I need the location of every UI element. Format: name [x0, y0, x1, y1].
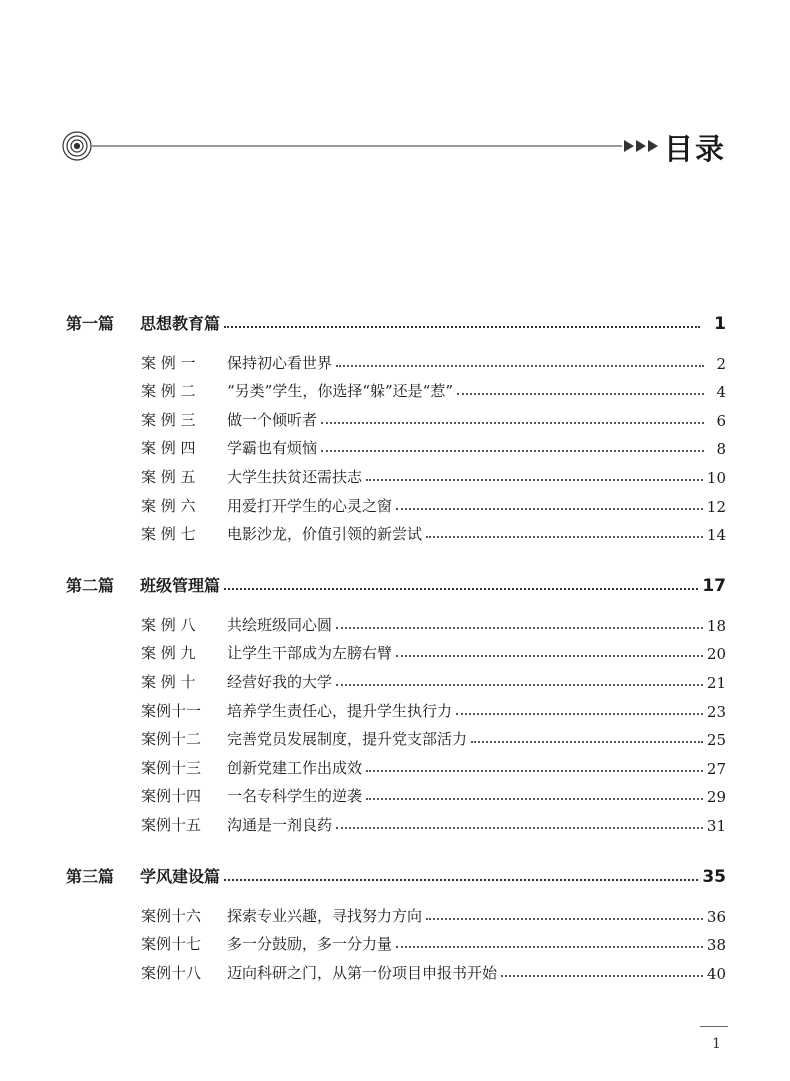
toc-part-entry[interactable] [66, 853, 726, 887]
dot-leader [336, 627, 703, 629]
case-page-number: 18 [706, 616, 726, 635]
toc-case-entry[interactable] [141, 458, 726, 487]
part-page-number: 17 [702, 576, 726, 597]
dot-leader [426, 918, 703, 920]
case-page-number: 40 [706, 964, 726, 983]
case-title: 迈向科研之门，从第一份项目申报书开始 [227, 963, 498, 982]
dot-leader [456, 713, 703, 715]
case-label: 案 例 八 [141, 615, 196, 634]
case-label: 案 例 一 [141, 353, 196, 372]
dot-leader [336, 827, 703, 829]
toc-case-entry[interactable] [141, 663, 726, 692]
case-page-number: 29 [706, 788, 726, 807]
dot-leader [321, 422, 704, 424]
case-title: 经营好我的大学 [227, 672, 333, 691]
case-label: 案例十一 [141, 701, 202, 720]
case-title: 让学生干部成为左膀右臂 [227, 644, 393, 663]
toc-case-entry[interactable] [141, 721, 726, 750]
case-page-number: 12 [706, 497, 726, 516]
toc-case-entry[interactable] [141, 606, 726, 635]
case-label: 案 例 七 [141, 525, 196, 544]
part-page-number: 35 [702, 866, 726, 887]
part-page-number: 1 [714, 314, 726, 334]
page-title: 目录 [663, 132, 726, 166]
dot-leader [366, 479, 703, 481]
dot-leader [224, 588, 698, 590]
case-title: 多一分鼓励，多一分力量 [227, 935, 393, 954]
case-title: 培养学生责任心，提升学生执行力 [227, 701, 453, 720]
dot-leader [396, 508, 703, 510]
dot-leader [426, 536, 703, 538]
part-title: 思想教育篇 [140, 314, 221, 333]
case-label: 案 例 六 [141, 496, 196, 515]
toc-case-entry[interactable] [141, 487, 726, 516]
toc-header [62, 127, 732, 167]
page-number: 1 [712, 1036, 721, 1052]
case-page-number: 38 [706, 936, 726, 955]
part-label: 第一篇 [66, 314, 115, 333]
case-page-number: 25 [706, 731, 726, 750]
part-label: 第三篇 [66, 866, 115, 886]
case-title: 完善党员发展制度，提升党支部活力 [227, 730, 468, 749]
part-title: 学风建设篇 [140, 866, 221, 886]
case-page-number: 8 [716, 440, 726, 459]
case-page-number: 36 [706, 907, 726, 926]
toc-case-entry[interactable] [141, 778, 726, 807]
case-label: 案例十八 [141, 963, 202, 982]
dot-leader [321, 450, 704, 452]
dot-leader [396, 946, 703, 948]
case-page-number: 10 [706, 468, 726, 487]
toc-part-entry[interactable] [66, 562, 726, 596]
case-title: 共绘班级同心圆 [227, 615, 333, 634]
case-title: 沟通是一剂良药 [227, 815, 333, 834]
case-title: 保持初心看世界 [227, 353, 333, 372]
case-title: 做一个倾听者 [227, 410, 318, 429]
toc-case-entry[interactable] [141, 401, 726, 430]
triple-arrow-icon [624, 140, 658, 152]
dot-leader [501, 975, 703, 977]
concentric-circles-icon [63, 132, 91, 160]
case-label: 案 例 十 [141, 672, 196, 691]
toc-case-entry[interactable] [141, 926, 726, 955]
toc-case-entry[interactable] [141, 806, 726, 835]
dot-leader [336, 684, 703, 686]
case-label: 案例十六 [141, 906, 202, 925]
case-title: 创新党建工作出成效 [227, 758, 363, 777]
table-of-contents [66, 300, 726, 1001]
case-label: 案例十七 [141, 935, 202, 954]
dot-leader [366, 798, 703, 800]
case-label: 案例十三 [141, 758, 202, 777]
part-title: 班级管理篇 [140, 576, 221, 596]
case-page-number: 20 [706, 645, 726, 664]
toc-case-entry[interactable] [141, 373, 726, 402]
dot-leader [457, 393, 704, 395]
case-label: 案例十二 [141, 730, 202, 749]
case-list [66, 897, 726, 983]
header-ornament [62, 127, 732, 167]
case-page-number: 31 [706, 816, 726, 835]
toc-case-entry[interactable] [141, 749, 726, 778]
dot-leader [471, 741, 703, 743]
dot-leader [396, 655, 703, 657]
case-title: 大学生扶贫还需扶志 [227, 467, 363, 486]
toc-case-entry[interactable] [141, 692, 726, 721]
case-page-number: 6 [716, 411, 726, 430]
case-title: 用爱打开学生的心灵之窗 [227, 496, 393, 515]
case-label: 案 例 九 [141, 644, 196, 663]
case-page-number: 14 [706, 526, 726, 545]
case-page-number: 23 [706, 702, 726, 721]
dot-leader [336, 365, 704, 367]
case-page-number: 2 [716, 354, 726, 373]
case-label: 案 例 二 [141, 382, 196, 401]
case-label: 案 例 四 [141, 439, 196, 458]
toc-part-entry[interactable] [66, 300, 726, 334]
case-title: 电影沙龙，价值引领的新尝试 [227, 525, 423, 544]
toc-case-entry[interactable] [141, 516, 726, 545]
part-label: 第二篇 [66, 576, 115, 596]
case-list [66, 606, 726, 835]
dot-leader [366, 770, 703, 772]
case-page-number: 4 [716, 383, 726, 402]
toc-case-entry[interactable] [141, 430, 726, 459]
case-page-number: 21 [706, 673, 726, 692]
case-label: 案 例 五 [141, 467, 196, 486]
toc-case-entry[interactable] [141, 344, 726, 373]
toc-case-entry[interactable] [141, 635, 726, 664]
case-title: 学霸也有烦恼 [227, 439, 318, 458]
case-title: 一名专科学生的逆袭 [227, 787, 363, 806]
case-label: 案 例 三 [141, 410, 196, 429]
case-list [66, 344, 726, 544]
case-page-number: 27 [706, 759, 726, 778]
toc-case-entry[interactable] [141, 897, 726, 926]
case-label: 案例十五 [141, 815, 202, 834]
case-title: “另类”学生，你选择“躲”还是“惹” [227, 382, 454, 401]
dot-leader [224, 326, 700, 328]
case-title: 探索专业兴趣，寻找努力方向 [227, 906, 423, 925]
case-label: 案例十四 [141, 787, 202, 806]
dot-leader [224, 879, 698, 881]
toc-case-entry[interactable] [141, 954, 726, 983]
footer-rule [700, 1026, 728, 1027]
